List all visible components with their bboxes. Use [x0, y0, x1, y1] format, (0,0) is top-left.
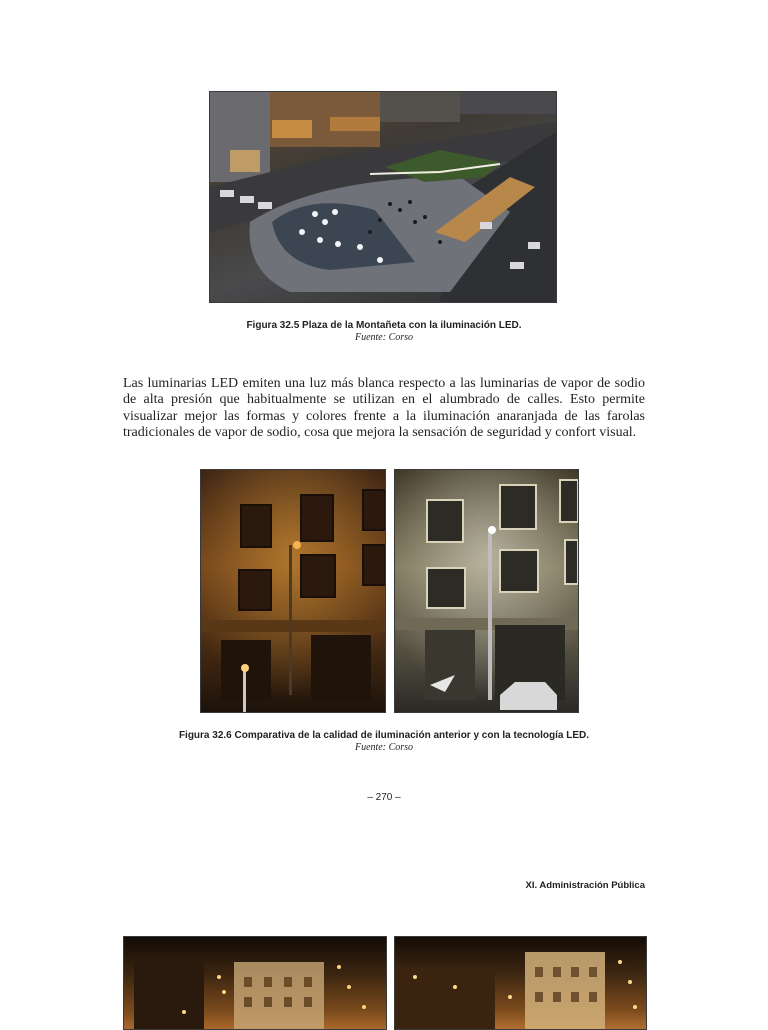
figure-32-5-source: Fuente: Corso [354, 332, 414, 343]
figure-32-5-caption: Figura 32.5 Plaza de la Montañeta con la iluminación LED. [246, 320, 522, 331]
street-lamp-pole [488, 530, 492, 700]
city-right-illustration [395, 937, 646, 1029]
page-number: – 270 – [367, 792, 401, 803]
section-header: XI. Administración Pública [525, 880, 645, 891]
building-far [460, 92, 556, 114]
led-lighting-photo [394, 469, 579, 713]
sodium-lighting-photo [200, 469, 386, 713]
city-night-photo-right [394, 936, 647, 1030]
city-left-illustration [124, 937, 386, 1029]
street-lamp-pole [289, 545, 292, 695]
plaza-montaneta-photo [209, 91, 557, 303]
sodium-lamp-icon [293, 541, 301, 549]
led-facade-illustration [395, 470, 578, 712]
body-paragraph: Las luminarias LED emiten una luz más blanca respecto a las luminarias de vapor de sodio de alta presión que habitualmente se utilizan en el alumbrado de calles. Esto permite visualizar mejor las formas y colores frente a la iluminación anaranjada de las farolas tradicionales de vapor de sodio, cosa que mejora la sensación de seguridad y confort visual. [123, 376, 645, 441]
sodium-facade-illustration [201, 470, 385, 712]
plaza-illustration [210, 92, 556, 302]
city-night-photo-left [123, 936, 387, 1030]
figure-32-6-source: Fuente: Corso [354, 742, 414, 753]
building-right [380, 92, 460, 122]
led-lamp-icon [488, 526, 496, 534]
figure-32-6-caption: Figura 32.6 Comparativa de la calidad de iluminación anterior y con la tecnología LED. [178, 730, 590, 741]
